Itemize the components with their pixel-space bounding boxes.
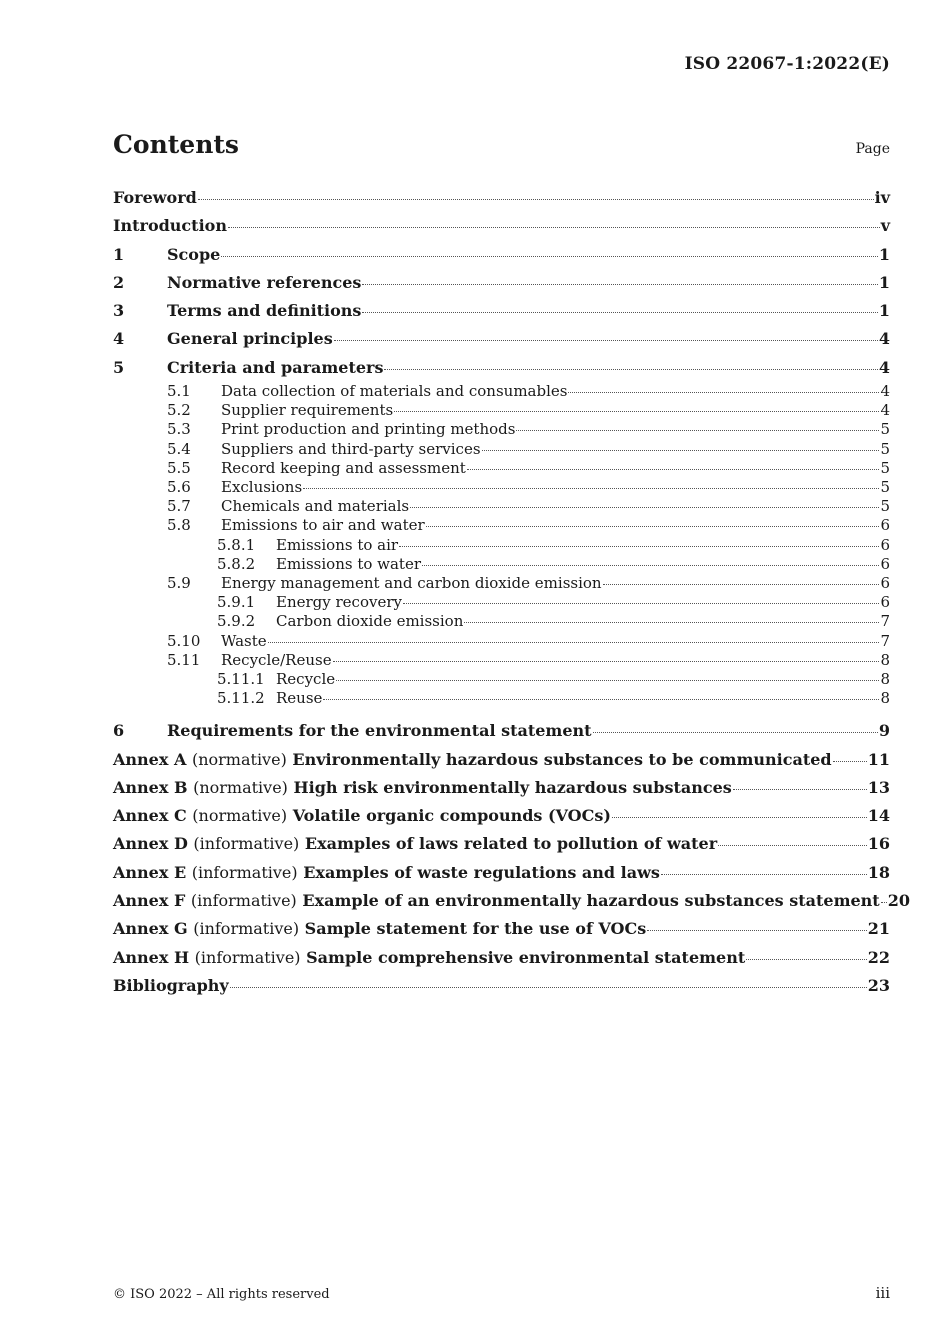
toc-label: Emissions to water [276, 554, 422, 573]
annex-type: (informative) [193, 834, 300, 854]
toc-number: 5.2 [167, 401, 191, 420]
toc-entry-annex-a[interactable] [113, 746, 890, 774]
toc-entry-5-11-1[interactable] [113, 670, 890, 689]
toc-label [113, 746, 832, 774]
toc-number: 5.11.2 [217, 689, 265, 708]
toc-number: 5.8.2 [217, 554, 256, 573]
toc-number: 5.1 [167, 382, 191, 401]
leader-dots [612, 817, 867, 818]
leader-dots [333, 661, 880, 662]
toc-page: 4 [880, 382, 890, 401]
toc-page: 6 [880, 516, 890, 535]
toc-number: 2 [113, 272, 125, 292]
leader-dots [303, 488, 879, 489]
toc-number: 6 [113, 721, 125, 741]
toc-page: 5 [880, 420, 890, 439]
toc-label: Introduction [113, 216, 227, 236]
leader-dots [833, 761, 867, 762]
toc-page: 22 [867, 947, 890, 967]
toc-page: 6 [880, 535, 890, 554]
toc-label: Data collection of materials and consumables [221, 382, 568, 401]
table-of-contents [113, 184, 910, 1000]
toc-label [113, 802, 611, 830]
toc-label: Emissions to air and water [221, 516, 425, 535]
leader-dots [426, 526, 880, 527]
annex-type: (normative) [192, 806, 288, 826]
toc-entry-clause-6[interactable] [113, 717, 890, 745]
toc-page: 6 [880, 573, 890, 592]
leader-dots [464, 622, 879, 623]
leader-dots [733, 789, 867, 790]
annex-type: (informative) [194, 947, 301, 967]
toc-page: 11 [867, 749, 890, 769]
annex-type: (informative) [191, 862, 298, 882]
toc-label: Criteria and parameters [167, 357, 384, 377]
toc-entry-5-11-2[interactable] [113, 689, 890, 708]
toc-entry-5-8-1[interactable] [113, 536, 890, 555]
leader-dots [198, 199, 874, 200]
toc-entry-bibliography[interactable] [113, 972, 890, 1000]
toc-entry-5-5[interactable] [113, 459, 890, 478]
toc-page: iv [874, 188, 890, 207]
toc-number: 5.5 [167, 458, 191, 477]
toc-page: 1 [878, 272, 890, 292]
toc-entry-annex-b[interactable] [113, 774, 890, 802]
toc-number: 5.3 [167, 420, 191, 439]
toc-label [113, 830, 717, 858]
toc-entry-annex-g[interactable] [113, 915, 890, 943]
toc-label: Carbon dioxide emission [276, 612, 464, 631]
leader-dots [394, 411, 879, 412]
spacer [113, 708, 890, 717]
annex-prefix: Annex H [113, 947, 190, 967]
toc-page: 23 [867, 975, 890, 995]
annex-prefix: Annex E [113, 862, 187, 882]
toc-number: 5.10 [167, 631, 201, 650]
leader-dots [268, 642, 880, 643]
leader-dots [362, 284, 877, 285]
toc-label [113, 887, 880, 915]
toc-page: 5 [880, 458, 890, 477]
toc-entry-5-7[interactable] [113, 497, 890, 516]
toc-page: 18 [867, 862, 890, 882]
toc-label: Reuse [276, 689, 323, 708]
toc-label: Print production and printing methods [221, 420, 516, 439]
toc-label: General principles [167, 329, 333, 349]
toc-label: Emissions to air [276, 535, 399, 554]
toc-entry-clause-3[interactable] [113, 297, 890, 325]
annex-prefix: Annex G [113, 919, 188, 939]
toc-page: 16 [867, 834, 890, 854]
toc-entry-5-9[interactable] [113, 574, 890, 593]
toc-page: 5 [880, 478, 890, 497]
toc-label: Chemicals and materials [221, 497, 410, 516]
toc-entry-5-9-1[interactable] [113, 593, 890, 612]
toc-number: 5.6 [167, 478, 191, 497]
contents-header [113, 130, 890, 159]
toc-page: 14 [867, 806, 890, 826]
toc-number: 5.11.1 [217, 669, 265, 688]
toc-entry-annex-c[interactable] [113, 802, 890, 830]
toc-entry-annex-d[interactable] [113, 830, 890, 858]
toc-entry-5-11[interactable] [113, 651, 890, 670]
toc-page: v [880, 216, 890, 236]
toc-number: 5.8.1 [217, 535, 256, 554]
toc-entry-5-1[interactable] [113, 382, 890, 401]
leader-dots [399, 546, 879, 547]
toc-page: 9 [878, 721, 890, 741]
toc-entry-clause-1[interactable] [113, 241, 890, 269]
toc-number: 5.7 [167, 497, 191, 516]
annex-title: Volatile organic compounds (VOCs) [292, 806, 611, 826]
toc-entry-clause-4[interactable] [113, 325, 890, 353]
toc-page: 6 [880, 593, 890, 612]
toc-label: Bibliography [113, 975, 229, 995]
toc-number: 5.9 [167, 573, 191, 592]
toc-page: 8 [880, 669, 890, 688]
annex-prefix: Annex B [113, 777, 188, 797]
annex-title: Sample statement for the use of VOCs [304, 919, 647, 939]
toc-label [113, 859, 660, 887]
leader-dots [221, 256, 878, 257]
toc-entry-clause-2[interactable] [113, 269, 890, 297]
annex-title: Examples of laws related to pollution of water [304, 834, 718, 854]
toc-entry-5-3[interactable] [113, 420, 890, 439]
toc-number: 5 [113, 357, 125, 377]
copyright-notice: © ISO 2022 – All rights reserved [113, 1287, 330, 1302]
toc-page: 4 [880, 401, 890, 420]
annex-prefix: Annex C [113, 806, 187, 826]
toc-number: 4 [113, 329, 125, 349]
toc-page: 8 [880, 689, 890, 708]
toc-entry-annex-f[interactable] [113, 887, 910, 915]
leader-dots [362, 312, 877, 313]
leader-dots [384, 369, 877, 370]
toc-label [113, 915, 646, 943]
leader-dots [410, 507, 879, 508]
toc-number: 5.9.2 [217, 612, 256, 631]
leader-dots [336, 680, 879, 681]
annex-prefix: Annex A [113, 749, 187, 769]
leader-dots [230, 987, 867, 988]
toc-label: Recycle/Reuse [221, 650, 332, 669]
leader-dots [228, 227, 880, 228]
annex-prefix: Annex F [113, 891, 186, 911]
leader-dots [568, 392, 879, 393]
toc-number: 5.9.1 [217, 593, 256, 612]
toc-entry-5-8[interactable] [113, 516, 890, 535]
toc-number: 5.11 [167, 650, 201, 669]
toc-number: 5.4 [167, 439, 191, 458]
leader-dots [482, 450, 880, 451]
toc-number: 3 [113, 301, 125, 321]
toc-entry-5-9-2[interactable] [113, 612, 890, 631]
toc-label: Supplier requirements [221, 401, 394, 420]
toc-page: 21 [867, 919, 890, 939]
annex-title: Sample comprehensive environmental statement [306, 947, 746, 967]
toc-page: 6 [880, 554, 890, 573]
annex-title: High risk environmentally hazardous substances [293, 777, 732, 797]
toc-entry-clause-5[interactable] [113, 354, 890, 382]
toc-label: Record keeping and assessment [221, 458, 466, 477]
annex-type: (informative) [190, 891, 297, 911]
toc-label [113, 774, 732, 802]
toc-label: Energy recovery [276, 593, 402, 612]
toc-label: Scope [167, 244, 221, 264]
toc-entry-annex-h[interactable] [113, 944, 890, 972]
toc-label: Normative references [167, 272, 362, 292]
page-number: iii [875, 1284, 890, 1302]
toc-label: Exclusions [221, 478, 303, 497]
leader-dots [746, 959, 866, 960]
leader-dots [881, 902, 887, 903]
document-id: ISO 22067-1:2022(E) [684, 54, 890, 74]
leader-dots [403, 603, 879, 604]
annex-title: Environmentally hazardous substances to be communicated [292, 749, 832, 769]
annex-type: (informative) [193, 919, 300, 939]
page-footer [113, 1284, 890, 1302]
toc-page: 20 [887, 891, 910, 911]
toc-page: 7 [880, 612, 890, 631]
leader-dots [516, 430, 879, 431]
leader-dots [467, 469, 880, 470]
leader-dots [718, 845, 867, 846]
toc-page: 5 [880, 439, 890, 458]
toc-page: 4 [878, 329, 890, 349]
toc-page: 8 [880, 650, 890, 669]
annex-prefix: Annex D [113, 834, 188, 854]
toc-entry-annex-e[interactable] [113, 859, 890, 887]
toc-label: Recycle [276, 669, 336, 688]
toc-label: Suppliers and third-party services [221, 439, 481, 458]
toc-page: 1 [878, 301, 890, 321]
leader-dots [422, 565, 879, 566]
toc-entry-introduction[interactable] [113, 212, 890, 240]
toc-entry-5-2[interactable] [113, 401, 890, 420]
toc-entry-foreword[interactable] [113, 184, 890, 212]
toc-label: Requirements for the environmental statement [167, 721, 592, 741]
leader-dots [661, 874, 867, 875]
toc-page: 4 [878, 357, 890, 377]
annex-title: Example of an environmentally hazardous substances statement [302, 891, 880, 911]
toc-label: Energy management and carbon dioxide emission [221, 573, 602, 592]
contents-title: Contents [113, 130, 240, 159]
toc-entry-5-8-2[interactable] [113, 555, 890, 574]
toc-entry-5-10[interactable] [113, 632, 890, 651]
leader-dots [593, 732, 878, 733]
toc-page: 1 [878, 244, 890, 264]
toc-label: Foreword [113, 188, 197, 207]
toc-page: 5 [880, 497, 890, 516]
leader-dots [334, 340, 878, 341]
toc-entry-5-6[interactable] [113, 478, 890, 497]
toc-label: Waste [221, 631, 267, 650]
toc-page: 7 [880, 631, 890, 650]
toc-label: Terms and definitions [167, 301, 362, 321]
page-column-label: Page [855, 141, 890, 157]
toc-number: 5.8 [167, 516, 191, 535]
leader-dots [323, 699, 879, 700]
annex-title: Examples of waste regulations and laws [303, 862, 660, 882]
toc-label [113, 944, 745, 972]
leader-dots [647, 930, 867, 931]
leader-dots [603, 584, 880, 585]
toc-entry-5-4[interactable] [113, 440, 890, 459]
toc-number: 1 [113, 244, 125, 264]
toc-page: 13 [867, 777, 890, 797]
annex-type: (normative) [193, 777, 288, 797]
annex-type: (normative) [191, 749, 287, 769]
